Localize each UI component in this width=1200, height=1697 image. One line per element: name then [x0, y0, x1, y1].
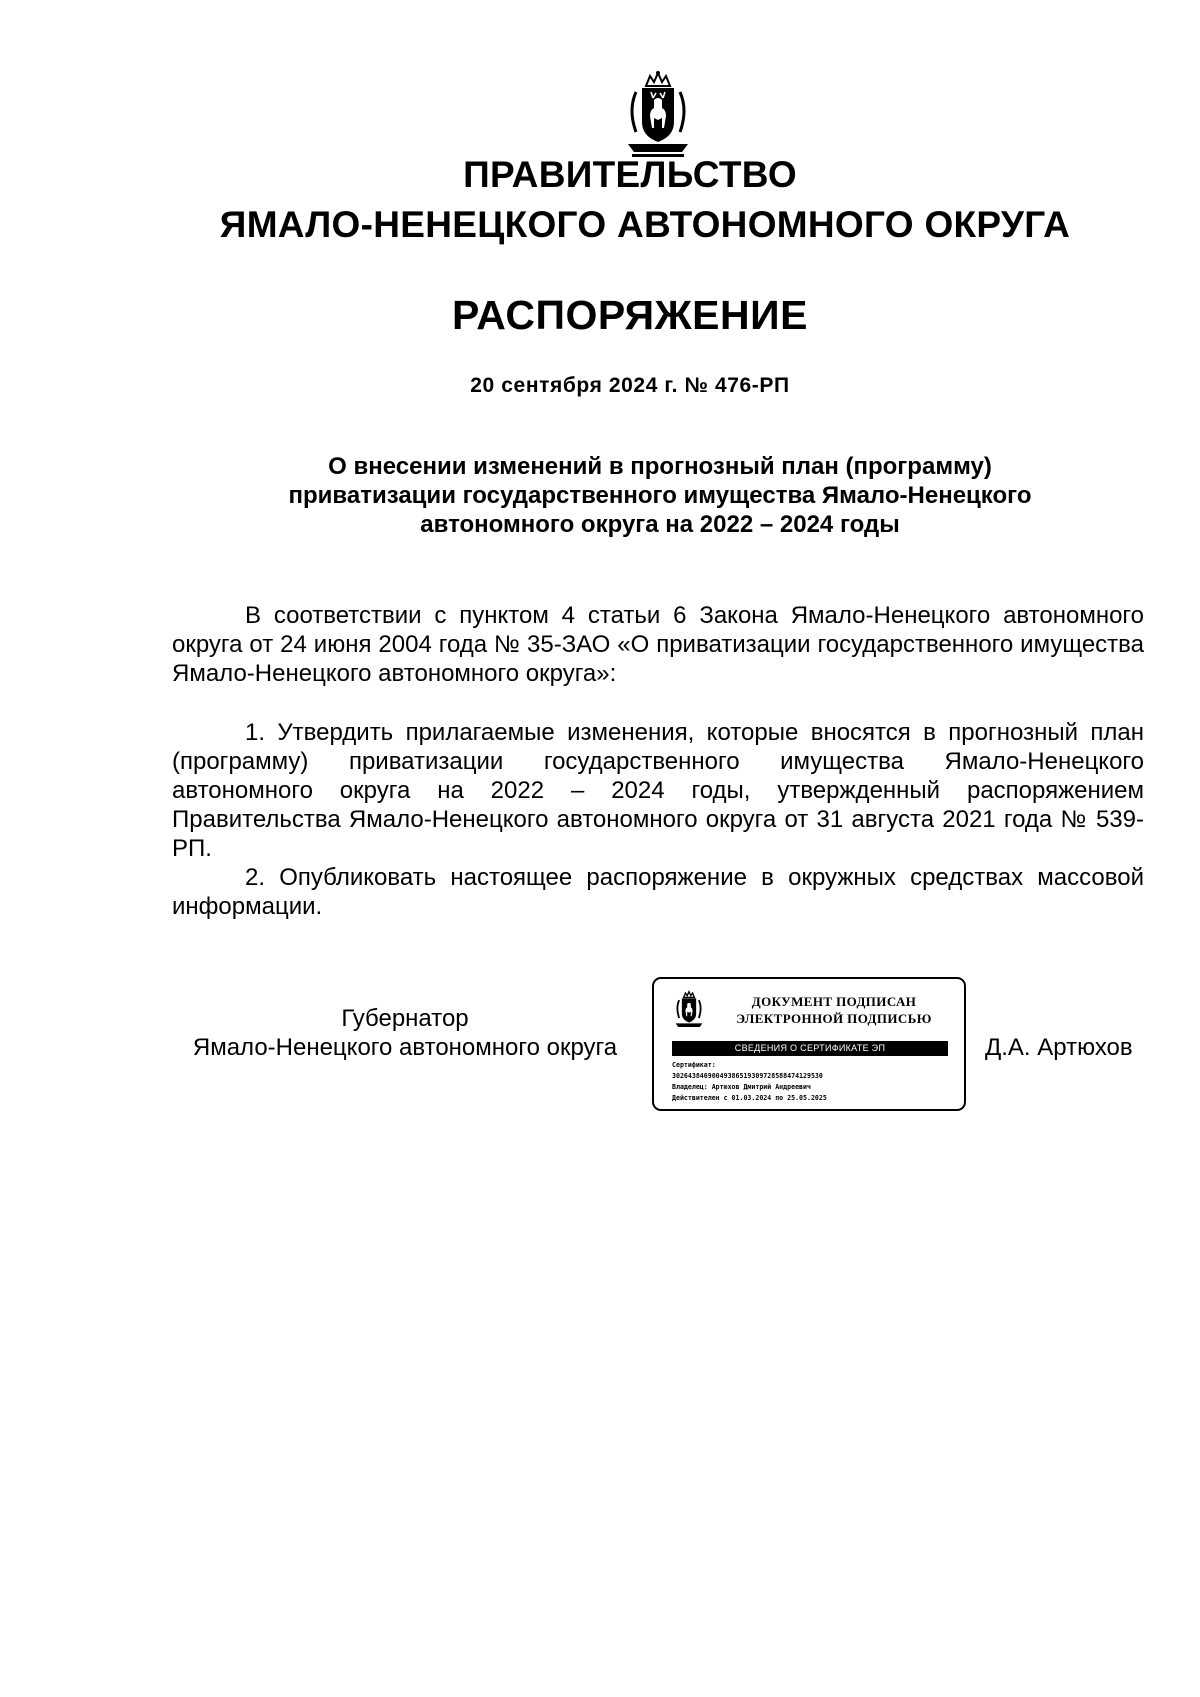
signer-name: Д.А. Артюхов — [985, 1034, 1133, 1061]
government-title-line2: ЯМАЛО-НЕНЕЦКОГО АВТОНОМНОГО ОКРУГА — [219, 204, 1071, 245]
electronic-signature-stamp — [652, 977, 966, 1111]
signer-position-line1: Губернатор — [341, 1005, 469, 1032]
subject-line1: О внесении изменений в прогнозный план (программу) — [328, 453, 992, 480]
government-title — [0, 150, 1200, 250]
signer-position — [172, 1004, 638, 1062]
coat-of-arms-icon — [620, 70, 696, 158]
signer-position-line2: Ямало-Ненецкого автономного округа — [192, 1034, 618, 1061]
document-type-heading: РАСПОРЯЖЕНИЕ — [452, 292, 808, 338]
certificate-serial: 302643846900493865193097285884741295З0 — [672, 1072, 823, 1080]
coat-of-arms-icon — [672, 989, 706, 1031]
subject-line3: автономного округа на 2022 – 2024 годы — [420, 511, 900, 538]
certificate-validity: Действителен с 01.03.2024 по 25.05.2025 — [672, 1094, 827, 1102]
stamp-title-line2: ЭЛЕКТРОННОЙ ПОДПИСЬЮ — [736, 1011, 932, 1026]
preamble-paragraph — [172, 601, 1144, 688]
resolution-item-2: 2. Опубликовать настоящее распоряжение в окружных средствах массовой информации. — [172, 864, 1144, 920]
document-subject — [240, 452, 1080, 539]
stamp-title — [716, 993, 952, 1027]
certificate-info-bar: СВЕДЕНИЯ О СЕРТИФИКАТЕ ЭП — [672, 1041, 948, 1056]
preamble-text: В соответствии с пунктом 4 статьи 6 Закона Ямало-Ненецкого автономного округа от 24 июня 2004 года № 35-ЗАО «О приватизации государственного имущества Ямало-Ненецкого автономного округа»: — [172, 602, 1144, 687]
resolution-items — [172, 718, 1144, 921]
resolution-item-1: 1. Утвердить прилагаемые изменения, которые вносятся в прогнозный план (программу) приватизации государственного имущества Ямало-Ненецкого автономного округа на 2022 – 2024 годы, утвержденный распоряжением Правительства Ямало-Ненецкого автономного округа от 31 августа 2021 года № 539-РП. — [172, 719, 1144, 862]
certificate-details — [672, 1060, 952, 1104]
subject-line2: приватизации государственного имущества Ямало-Ненецкого — [288, 482, 1032, 509]
document-date-number: 20 сентября 2024 г. № 476-РП — [470, 374, 790, 397]
certificate-label: Сертификат: — [672, 1061, 716, 1069]
government-title-line1: ПРАВИТЕЛЬСТВО — [463, 154, 797, 195]
stamp-title-line1: ДОКУМЕНТ ПОДПИСАН — [751, 994, 917, 1009]
certificate-owner: Владелец: Артюхов Дмитрий Андреевич — [672, 1083, 811, 1091]
